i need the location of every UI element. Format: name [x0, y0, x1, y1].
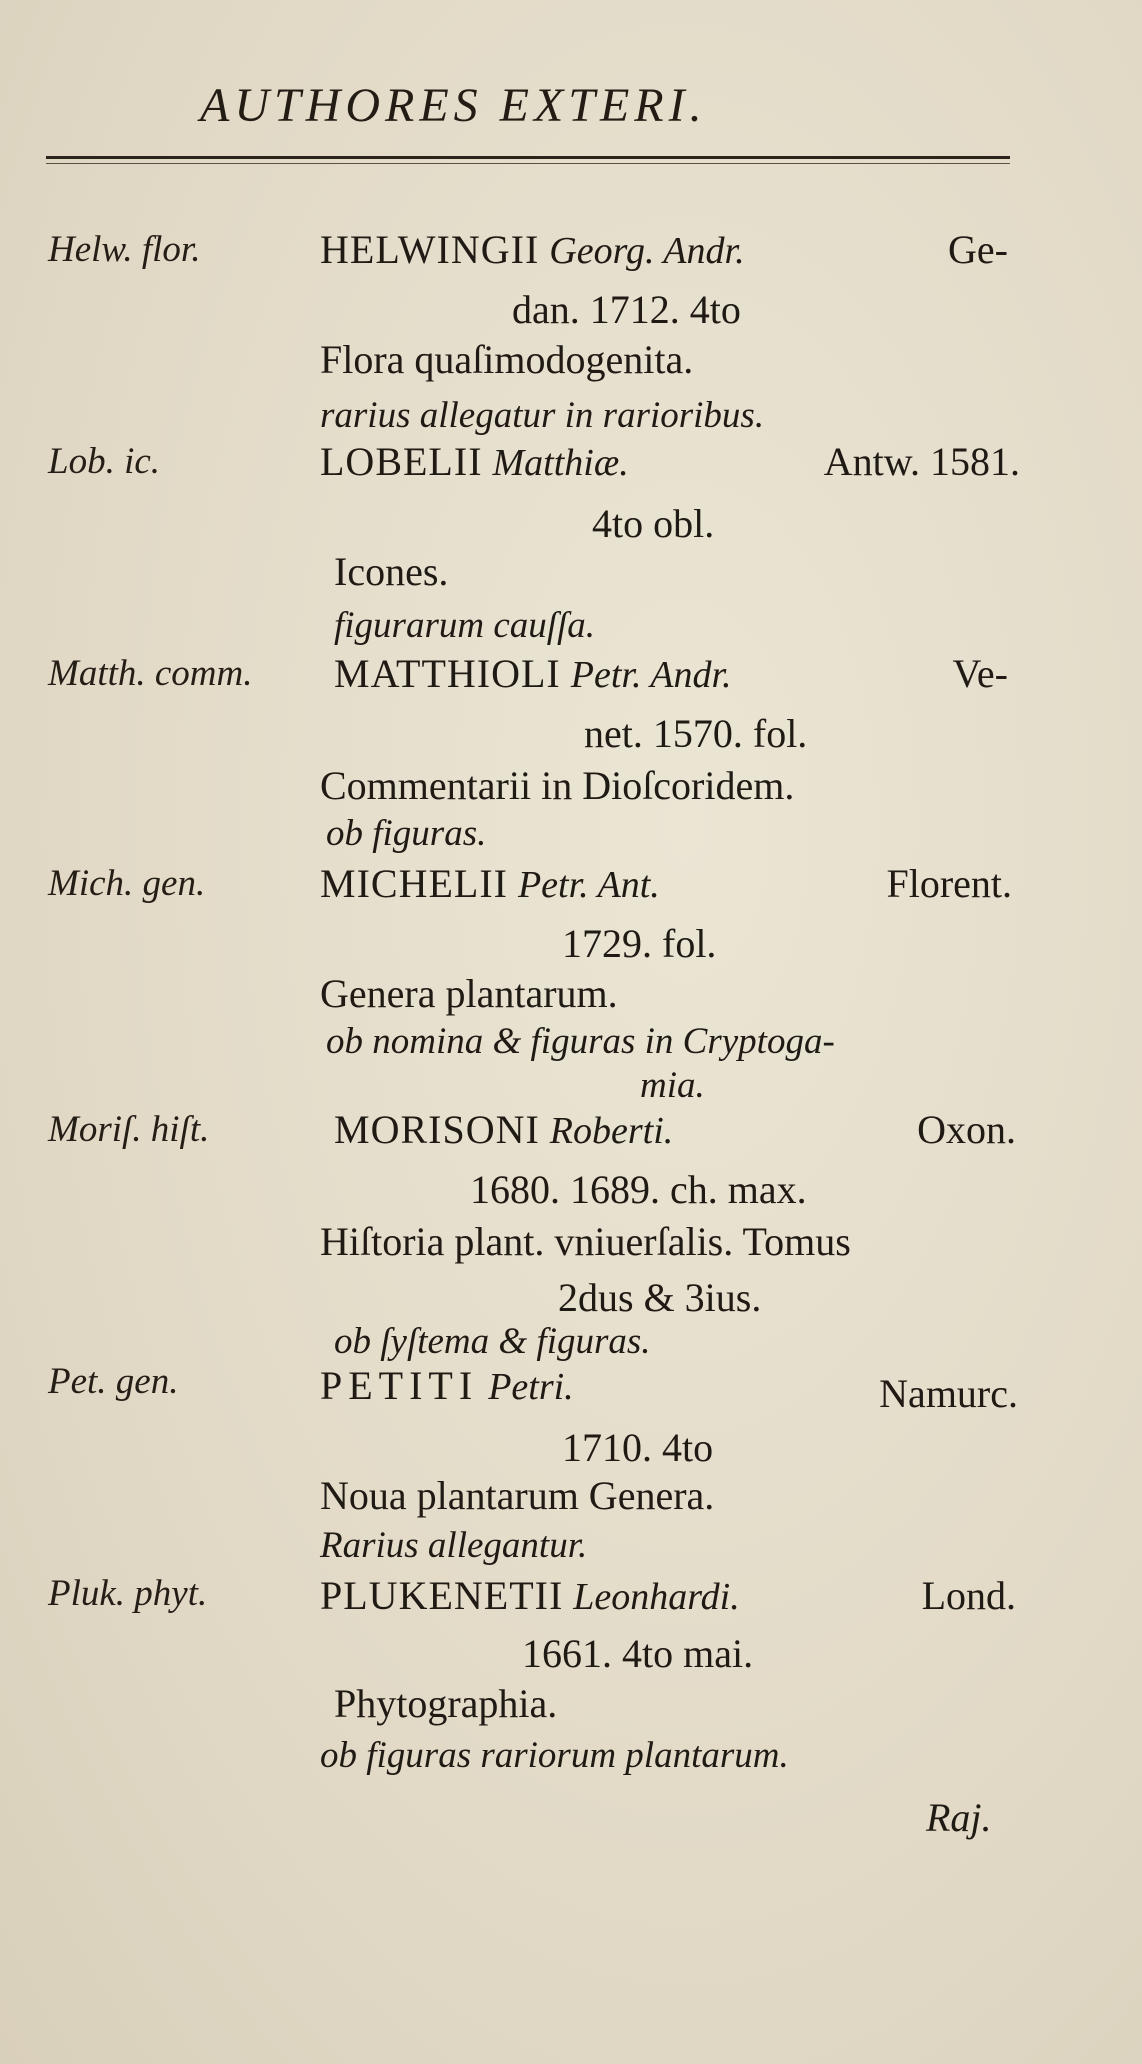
imprint: 1661. 4to mai. [522, 1631, 754, 1676]
entry-note: figurarum cauſſa. [334, 605, 596, 646]
catchword: Raj. [926, 1795, 992, 1840]
entry-heading [320, 860, 1012, 907]
imprint: 1680. 1689. ch. max. [470, 1167, 807, 1212]
work-title: Icones. [334, 549, 449, 594]
entry-heading [320, 1572, 1016, 1619]
author-given-names: Petr. Ant. [517, 864, 660, 906]
author-given-names: Petr. Andr. [570, 654, 732, 696]
imprint: dan. 1712. 4to [512, 287, 741, 332]
imprint-place: Oxon. [917, 1107, 1016, 1152]
entry-abbr: Pet. gen. [48, 1361, 179, 1402]
imprint-place: Ve- [952, 651, 1008, 696]
imprint: 4to obl. [592, 501, 715, 546]
imprint-place: Namurc. [879, 1371, 1018, 1416]
work-title: Genera plantarum. [320, 971, 618, 1016]
work-title: Phytographia. [334, 1681, 558, 1726]
author-given-names: Roberti. [549, 1110, 674, 1152]
entry-heading [334, 1106, 1016, 1153]
head-rule-thin [46, 163, 1010, 164]
imprint: 1729. fol. [562, 921, 717, 966]
work-title: Commentarii in Dioſcoridem. [320, 763, 795, 808]
author-given-names: Petri. [488, 1366, 574, 1408]
author-name: MORISONI [334, 1107, 540, 1152]
author-name: MATTHIOLI [334, 651, 561, 696]
entry-abbr: Mich. gen. [48, 863, 206, 904]
author-name: MICHELII [320, 861, 508, 906]
running-head: AUTHORES EXTERI. [200, 79, 707, 132]
work-title: Hiſtoria plant. vniuerſalis. Tomus [320, 1219, 851, 1264]
imprint: 1710. 4to [562, 1425, 714, 1470]
entry-abbr: Pluk. phyt. [48, 1573, 208, 1614]
work-title: Flora quaſimodogenita. [320, 337, 694, 382]
author-given-names: Matthiæ. [492, 442, 629, 484]
author-name: HELWINGII [320, 227, 540, 272]
imprint-place: Lond. [921, 1573, 1016, 1618]
entry-abbr: Matth. comm. [48, 653, 253, 694]
entry-heading [320, 438, 1020, 485]
entry-heading [334, 650, 1008, 697]
imprint-place: Antw. 1581. [823, 439, 1020, 484]
entry-note: ob nomina & figuras in Cryptoga- [326, 1021, 835, 1062]
entry-note: Rarius allegantur. [320, 1525, 588, 1566]
entry-abbr: Moriſ. hiſt. [48, 1109, 210, 1150]
entry-abbr: Lob. ic. [48, 441, 161, 482]
author-name: LOBELII [320, 439, 483, 484]
head-rule [46, 156, 1010, 159]
entry-abbr: Helw. flor. [48, 229, 201, 270]
entry-note: rarius allegatur in rarioribus. [320, 395, 765, 436]
author-given-names: Leonhardi. [573, 1576, 740, 1618]
entry-heading [320, 1362, 1018, 1416]
imprint-place: Florent. [886, 861, 1012, 906]
work-title-continued: 2dus & 3ius. [558, 1275, 762, 1320]
work-title: Noua plantarum Genera. [320, 1473, 715, 1518]
imprint: net. 1570. fol. [584, 711, 808, 756]
imprint-place: Ge- [948, 227, 1008, 272]
entry-note-continued: mia. [640, 1065, 705, 1106]
entry-heading [320, 226, 1008, 273]
author-name: PETITI [320, 1363, 479, 1408]
author-name: PLUKENETII [320, 1573, 564, 1618]
author-given-names: Georg. Andr. [549, 230, 745, 272]
entry-note: ob ſyſtema & figuras. [334, 1321, 651, 1362]
entry-note: ob figuras rariorum plantarum. [320, 1735, 789, 1776]
entry-note: ob figuras. [326, 813, 487, 854]
